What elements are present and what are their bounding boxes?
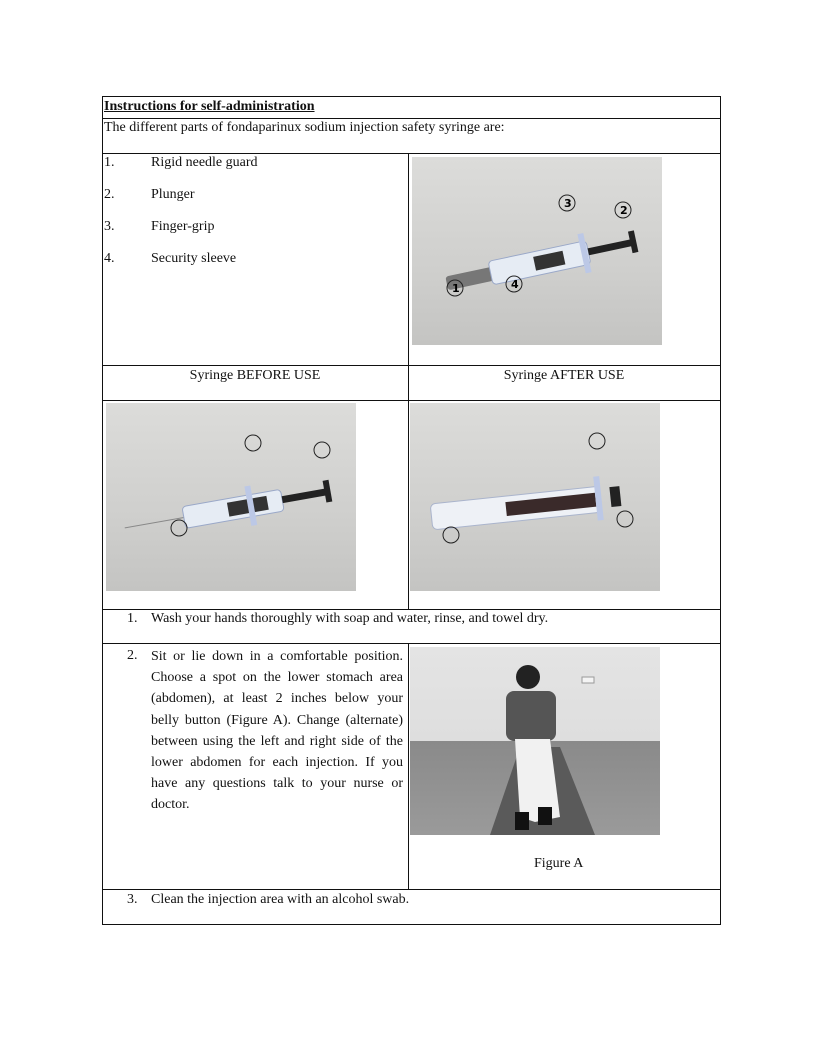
table-border bbox=[102, 153, 721, 154]
part-num: 3. bbox=[104, 219, 115, 234]
callout-2: 2 bbox=[620, 204, 628, 217]
part-label: Rigid needle guard bbox=[151, 155, 258, 170]
table-border bbox=[102, 365, 721, 366]
part-num: 2. bbox=[104, 187, 115, 202]
table-border bbox=[102, 96, 103, 925]
part-num: 1. bbox=[104, 155, 115, 170]
step-text: Sit or lie down in a comfortable position. Choose a spot on the lower stomach area (abdomen), at least 2 inches below your belly button (Figure A). Change (alternate) between using the left and right side of the lower abdomen for each injection. If you have any questions talk to your nurse or doctor. bbox=[151, 649, 403, 813]
table-border bbox=[720, 96, 721, 925]
table-border bbox=[102, 643, 721, 644]
part-label: Finger-grip bbox=[151, 219, 215, 234]
step-text: Clean the injection area with an alcohol swab. bbox=[151, 892, 410, 907]
part-num: 4. bbox=[104, 251, 115, 266]
table-border bbox=[102, 400, 721, 401]
part-label: Security sleeve bbox=[151, 251, 237, 266]
step-num: 2. bbox=[127, 648, 138, 663]
callout-4: 4 bbox=[511, 278, 519, 291]
part-label: Plunger bbox=[151, 187, 195, 202]
table-border bbox=[102, 609, 721, 610]
callout-3: 3 bbox=[564, 197, 572, 210]
step-num: 3. bbox=[127, 892, 138, 907]
callout-1: 1 bbox=[452, 282, 460, 295]
step-num: 1. bbox=[127, 611, 138, 626]
step-text: Wash your hands thoroughly with soap and water, rinse, and towel dry. bbox=[151, 611, 549, 626]
table-border bbox=[102, 118, 721, 119]
table-border bbox=[102, 96, 721, 97]
figure-a-photo bbox=[410, 647, 660, 835]
column-divider bbox=[408, 643, 409, 889]
syringe-before-use-photo bbox=[106, 403, 356, 591]
table-border bbox=[102, 889, 721, 890]
after-use-label: Syringe AFTER USE bbox=[503, 368, 625, 383]
section-title: Instructions for self-administration bbox=[104, 99, 315, 114]
syringe-parts-photo bbox=[412, 157, 662, 345]
before-use-label: Syringe BEFORE USE bbox=[189, 368, 321, 383]
figure-caption: Figure A bbox=[534, 856, 584, 871]
syringe-after-use-photo bbox=[410, 403, 660, 591]
table-border bbox=[102, 924, 721, 925]
intro-text: The different parts of fondaparinux sodium injection safety syringe are: bbox=[104, 120, 505, 135]
